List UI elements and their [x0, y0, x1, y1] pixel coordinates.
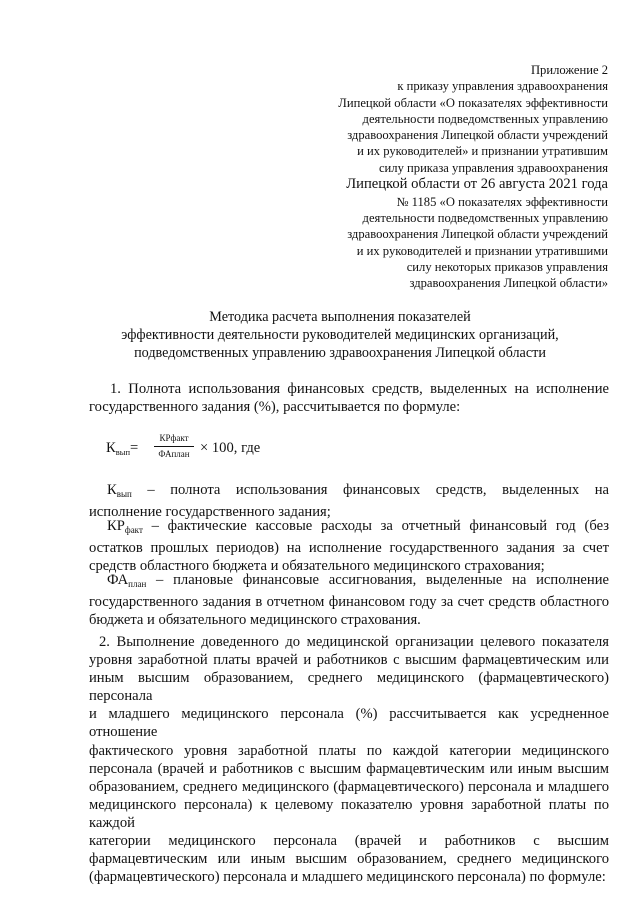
text-line: фактического уровня заработной платы по каждой категории медицинского [89, 742, 609, 759]
appendix-line: и их руководителей» и признании утратившим [357, 144, 608, 159]
appendix-line: силу некоторых приказов управления [406, 259, 608, 274]
text-line: образованием, среднего медицинского (фармацевтического) персонала и младшего [89, 778, 609, 795]
text-line: фармацевтическим или иным высшим образованием, среднего медицинского [89, 851, 609, 868]
section-2-paragraph [89, 633, 609, 886]
text-line: и младшего медицинского персонала (%) рассчитывается как усредненное отношение [89, 706, 609, 741]
text-line: категории медицинского персонала (врачей и работников с высшим [89, 833, 609, 850]
text-line: $ФА_{план}$ – плановые финансовые ассигнования, выделенные на исполнение [107, 572, 609, 589]
text-line: государственного задания в отчетном финансовом году за счет средств областного [89, 594, 609, 611]
appendix-line: здравоохранения Липецкой области учреждений [347, 128, 608, 143]
document-title [60, 308, 620, 363]
text-line: остатков прошлых периодов) на исполнение государственного задания за счет [89, 540, 609, 557]
formula-denominator: ФАплан [158, 449, 190, 459]
appendix-line: и их руководителей и признании утратившими [356, 243, 608, 258]
definition-fa [89, 571, 609, 629]
appendix-line: силу приказа управления здравоохранения [378, 160, 608, 175]
text-line: персонала (врачей и работников с высшим фармацевтическим или иным высшим [89, 760, 609, 777]
text-line: средств областного бюджета и обязательного медицинского страхования; [89, 558, 545, 575]
formula-lhs: $К_{вып}=$ [106, 440, 139, 457]
text-line: $К_{вып}$ – полнота использования финансовых средств, выделенных на [107, 482, 609, 499]
title-line: Методика расчета выполнения показателей [209, 309, 471, 325]
formula-numerator: КРфакт [154, 432, 194, 447]
definition-k [89, 481, 609, 521]
text-line: $КР_{факт}$ – фактические кассовые расходы за отчетный финансовый год (без [107, 518, 609, 535]
title-line: подведомственных управлению здравоохранения Липецкой области [134, 345, 546, 362]
definition-kr [89, 517, 609, 575]
appendix-line: к приказу управления здравоохранения [397, 79, 608, 94]
appendix-line: здравоохранения Липецкой области» [409, 276, 608, 291]
appendix-header [268, 62, 608, 291]
appendix-line: Липецкой области «О показателях эффективности [338, 95, 608, 110]
appendix-line: здравоохранения Липецкой области учреждений [347, 227, 608, 242]
appendix-line: Приложение 2 [530, 63, 608, 77]
text-line: 2. Выполнение доведенного до медицинской организации целевого показателя [99, 634, 609, 650]
text-line: уровня заработной платы врачей и работников с высшим фармацевтическим или [89, 652, 609, 669]
text-line: (фармацевтического) персонала и младшего медицинского персонала) по формуле: [89, 869, 606, 886]
appendix-line: № 1185 «О показателях эффективности [396, 194, 608, 209]
formula [106, 428, 406, 468]
text-line: государственного задания (%), рассчитывается по формуле: [89, 399, 461, 416]
text-line: бюджета и обязательного медицинского страхования. [89, 612, 421, 629]
text-line: иным высшим образованием, среднего медицинского (фармацевтического) персонала [89, 670, 609, 705]
section-1-paragraph [89, 380, 609, 416]
title-line: эффективности деятельности руководителей медицинских организаций, [121, 327, 559, 344]
appendix-line: Липецкой области от 26 августа 2021 года [346, 176, 608, 193]
formula-rhs: × 100, где [200, 440, 261, 456]
text-line: исполнение государственного задания; [89, 504, 331, 521]
appendix-line: деятельности подведомственных управлению [362, 111, 608, 126]
text-line: 1. Полнота использования финансовых средств, выделенных на исполнение [110, 381, 609, 397]
formula-fraction [154, 432, 194, 461]
text-line: медицинского персонала) к целевому показателю уровня заработной платы по каждой [89, 796, 609, 831]
appendix-line: деятельности подведомственных управлению [362, 210, 608, 225]
